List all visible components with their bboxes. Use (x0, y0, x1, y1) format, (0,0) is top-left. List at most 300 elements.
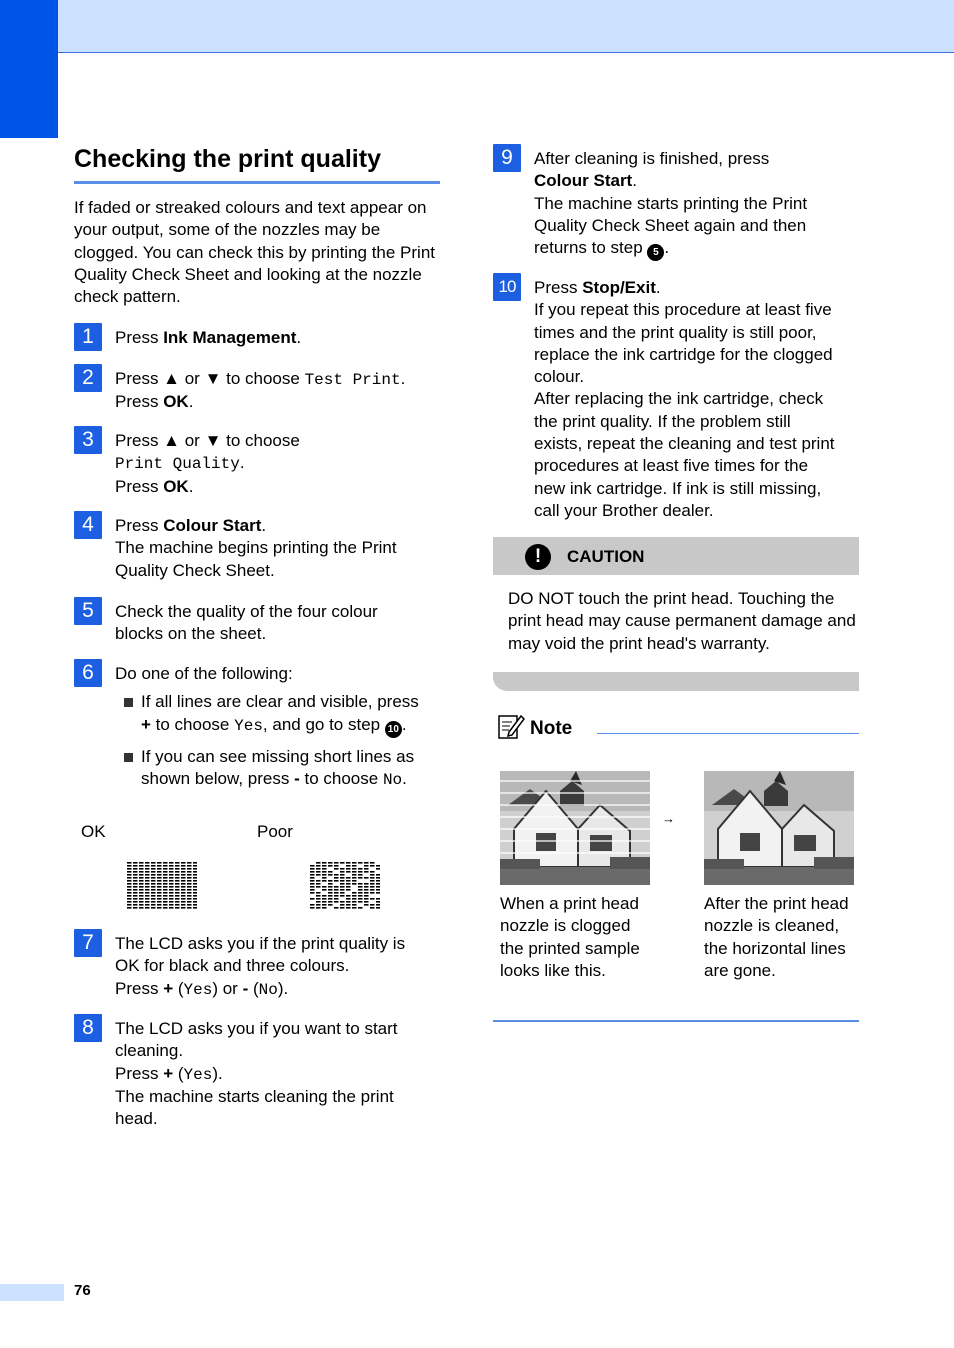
nozzle-line (340, 862, 345, 864)
option-yes (123, 691, 446, 737)
key-minus: - (242, 978, 249, 998)
step-text: exists, repeat the cleaning and test print (534, 434, 835, 454)
nozzle-line (187, 907, 192, 909)
nozzle-line (157, 868, 162, 870)
nozzle-line (163, 868, 168, 870)
nozzle-line (175, 862, 180, 864)
nozzle-line (133, 874, 138, 876)
nozzle-line (358, 886, 363, 888)
nozzle-line (328, 871, 333, 873)
nozzle-line (139, 898, 144, 900)
nozzle-line (139, 865, 144, 867)
nozzle-line (328, 862, 333, 864)
nozzle-line (322, 862, 327, 864)
nozzle-line (163, 874, 168, 876)
nozzle-line (163, 883, 168, 885)
nozzle-line (316, 886, 321, 888)
nozzle-line (133, 871, 138, 873)
nozzle-line (376, 880, 380, 882)
nozzle-line (322, 871, 327, 873)
nozzle-line (157, 883, 162, 885)
nozzle-line (139, 874, 144, 876)
nozzle-line (175, 865, 180, 867)
nozzle-line (169, 871, 174, 873)
page-number: 76 (74, 1282, 91, 1299)
nozzle-line (346, 883, 351, 885)
step-8 (74, 1014, 446, 1130)
nozzle-line (151, 865, 156, 867)
nozzle-line (193, 862, 197, 864)
nozzle-line (352, 892, 357, 894)
nozzle-line (352, 880, 357, 882)
nozzle-line (358, 898, 363, 900)
nozzle-line (328, 901, 333, 903)
step-6 (74, 659, 446, 799)
nozzle-line (346, 877, 351, 879)
punct: ( (173, 978, 184, 998)
nozzle-line (322, 886, 327, 888)
nozzle-line (328, 895, 333, 897)
nozzle-line (352, 877, 357, 879)
punct: ( (248, 978, 259, 998)
step-text: head. (115, 1109, 158, 1129)
nozzle-line (370, 886, 375, 888)
key-colour-start: Colour Start (534, 171, 633, 191)
nozzle-line (322, 895, 327, 897)
lcd-test-print: Test Print (304, 371, 401, 389)
nozzle-line (175, 904, 180, 906)
nozzle-line (169, 901, 174, 903)
nozzle-line (193, 889, 197, 891)
nozzle-line (358, 889, 363, 891)
lcd-no: No (258, 980, 278, 999)
nozzle-line (139, 871, 144, 873)
nozzle-line (163, 871, 168, 873)
nozzle-line (127, 883, 132, 885)
step-number-1: 1 (74, 323, 102, 351)
step-text: new ink cartridge. If ink is still missing, (534, 478, 822, 498)
nozzle-line (346, 862, 351, 864)
caution-footer (493, 672, 859, 691)
nozzle-line (133, 886, 138, 888)
nozzle-line (187, 886, 192, 888)
nozzle-line (370, 880, 375, 882)
key-ok: OK (163, 392, 189, 412)
nozzle-line (370, 904, 375, 906)
nozzle-line (169, 883, 174, 885)
nozzle-line (157, 886, 162, 888)
nozzle-line (181, 880, 186, 882)
nozzle-line (376, 898, 380, 900)
nozzle-line (127, 889, 132, 891)
step-number-7: 7 (74, 929, 102, 957)
caution-text: DO NOT touch the print head. Touching the print head may cause permanent damage and may void the print head's warranty. (508, 589, 856, 653)
caption-cleaned: After the print head nozzle is cleaned, the horizontal lines are gone. (704, 894, 849, 980)
step-number-6: 6 (74, 659, 102, 687)
nozzle-line (127, 892, 132, 894)
nozzle-line (364, 862, 369, 864)
nozzle-line (127, 877, 132, 879)
nozzle-line (340, 904, 345, 906)
nozzle-line (151, 868, 156, 870)
nozzle-line (376, 889, 380, 891)
nozzle-line (127, 868, 132, 870)
nozzle-line (334, 907, 339, 909)
nozzle-line (370, 892, 375, 894)
nozzle-line (151, 862, 156, 864)
nozzle-line (151, 889, 156, 891)
lcd-yes: Yes (183, 980, 213, 999)
nozzle-line (169, 874, 174, 876)
nozzle-line (181, 874, 186, 876)
nozzle-line (157, 874, 162, 876)
nozzle-line (139, 904, 144, 906)
nozzle-line (181, 904, 186, 906)
nozzle-line (322, 865, 327, 867)
nozzle-line (133, 865, 138, 867)
nozzle-line (181, 892, 186, 894)
nozzle-line (157, 895, 162, 897)
nozzle-line (163, 865, 168, 867)
nozzle-line (133, 898, 138, 900)
title-rule (74, 181, 440, 184)
note-pencil-icon (497, 712, 525, 740)
ok-nozzle-pattern (127, 862, 197, 912)
step-text: Press (115, 476, 164, 496)
nozzle-line (157, 880, 162, 882)
step-number-9: 9 (493, 144, 521, 172)
nozzle-line (127, 874, 132, 876)
nozzle-line (310, 904, 315, 906)
nozzle-line (364, 889, 369, 891)
step-text: Press ▲ or ▼ to choose (115, 369, 305, 388)
nozzle-line (187, 883, 192, 885)
nozzle-line (145, 898, 150, 900)
nozzle-line (364, 877, 369, 879)
nozzle-line (157, 898, 162, 900)
nozzle-line (181, 889, 186, 891)
nozzle-line (358, 883, 363, 885)
caution-header (493, 537, 859, 575)
nozzle-line (151, 898, 156, 900)
nozzle-line (352, 895, 357, 897)
punct: . (402, 768, 407, 788)
nozzle-line (169, 895, 174, 897)
nozzle-line (151, 895, 156, 897)
nozzle-line (181, 901, 186, 903)
key-ink-management: Ink Management (163, 328, 297, 347)
key-plus: + (163, 978, 174, 998)
nozzle-line (139, 907, 144, 909)
nozzle-line (187, 889, 192, 891)
step-10 (493, 273, 863, 522)
nozzle-line (157, 892, 162, 894)
nozzle-line (352, 862, 357, 864)
nozzle-line (328, 898, 333, 900)
nozzle-line (334, 892, 339, 894)
nozzle-line (139, 892, 144, 894)
intro-paragraph: If faded or streaked colours and text appear on your output, some of the nozzles may be clogged. You can check this by printing the Print Quality Check Sheet and looking at the nozzle check pattern. (74, 198, 436, 307)
punct: . (261, 516, 267, 535)
nozzle-line (370, 865, 375, 867)
nozzle-line (157, 865, 162, 867)
nozzle-line (334, 868, 339, 870)
nozzle-line (175, 889, 180, 891)
nozzle-line (316, 880, 321, 882)
nozzle-line (352, 901, 357, 903)
step-text: cleaning. (115, 1041, 184, 1061)
nozzle-line (127, 904, 132, 906)
nozzle-line (352, 898, 357, 900)
nozzle-line (175, 895, 180, 897)
step-text: times and the print quality is still poor, (534, 322, 817, 342)
nozzle-line (358, 895, 363, 897)
nozzle-line (127, 880, 132, 882)
nozzle-line (376, 868, 380, 870)
step-text: OK for black and three colours. (115, 956, 350, 976)
step-2 (74, 364, 446, 414)
nozzle-line (376, 877, 380, 879)
nozzle-line (376, 883, 380, 885)
nozzle-line (193, 892, 197, 894)
nozzle-line (163, 904, 168, 906)
nozzle-line (334, 862, 339, 864)
step-text: The LCD asks you if you want to start (115, 1019, 398, 1038)
nozzle-line (358, 871, 363, 873)
nozzle-line (352, 868, 357, 870)
step-text: If you repeat this procedure at least five (534, 300, 832, 320)
nozzle-line (139, 886, 144, 888)
nozzle-line (127, 901, 132, 903)
nozzle-line (175, 901, 180, 903)
nozzle-line (127, 907, 132, 909)
nozzle-line (181, 868, 186, 870)
nozzle-line (193, 904, 197, 906)
step-number-8: 8 (74, 1014, 102, 1042)
nozzle-line (163, 895, 168, 897)
nozzle-line (163, 886, 168, 888)
nozzle-line (310, 877, 315, 879)
nozzle-line (316, 907, 321, 909)
nozzle-line (364, 892, 369, 894)
step-text: Press (115, 328, 164, 347)
nozzle-line (334, 901, 339, 903)
nozzle-line (157, 901, 162, 903)
nozzle-line (181, 871, 186, 873)
step-number-10: 10 (493, 273, 521, 301)
header-band (0, 0, 954, 53)
nozzle-line (145, 862, 150, 864)
key-colour-start: Colour Start (163, 516, 262, 535)
poor-label: Poor (257, 822, 293, 841)
nozzle-line (139, 883, 144, 885)
bullet-square (124, 698, 133, 707)
nozzle-line (193, 880, 197, 882)
bullet-text: If you can see missing short lines as (141, 746, 415, 766)
nozzle-line (169, 907, 174, 909)
nozzle-line (346, 868, 351, 870)
nozzle-line (163, 889, 168, 891)
nozzle-line (127, 895, 132, 897)
step-text: colour. (534, 367, 585, 387)
nozzle-line (316, 892, 321, 894)
nozzle-line (346, 901, 351, 903)
nozzle-line (316, 865, 321, 867)
nozzle-line (352, 865, 357, 867)
nozzle-line (370, 862, 375, 864)
nozzle-line (346, 871, 351, 873)
nozzle-line (193, 883, 197, 885)
note-label: Note (530, 718, 573, 739)
nozzle-line (133, 883, 138, 885)
nozzle-line (322, 874, 327, 876)
nozzle-line (334, 865, 339, 867)
lcd-print-quality: Print Quality (115, 455, 240, 474)
nozzle-line (346, 895, 351, 897)
nozzle-line (193, 871, 197, 873)
key-ok: OK (163, 476, 189, 496)
nozzle-line (346, 904, 351, 906)
nozzle-line (340, 901, 345, 903)
step-text: ) or (212, 978, 243, 998)
step-number-4: 4 (74, 511, 102, 539)
nozzle-line (340, 892, 345, 894)
step-text: After replacing the ink cartridge, check (534, 389, 824, 409)
nozzle-line (139, 868, 144, 870)
nozzle-line (310, 898, 315, 900)
caution-label: CAUTION (567, 547, 645, 566)
nozzle-line (181, 895, 186, 897)
step-text: procedures at least five times for the (534, 456, 809, 476)
bullet-text: , and go to step (262, 714, 385, 734)
nozzle-line (328, 880, 333, 882)
nozzle-line (370, 871, 375, 873)
nozzle-line (133, 892, 138, 894)
nozzle-line (358, 868, 363, 870)
step-number-2: 2 (74, 364, 102, 392)
nozzle-line (193, 907, 197, 909)
nozzle-line (175, 886, 180, 888)
nozzle-line (175, 898, 180, 900)
nozzle-line (340, 883, 345, 885)
nozzle-line (364, 895, 369, 897)
step-number-3: 3 (74, 426, 102, 454)
nozzle-line (358, 877, 363, 879)
caption-clogged: When a print head nozzle is clogged the printed sample looks like this. (500, 894, 640, 980)
lcd-no: No (382, 770, 403, 789)
step-text: Press (115, 978, 164, 998)
nozzle-line (187, 865, 192, 867)
nozzle-line (187, 874, 192, 876)
nozzle-line (133, 862, 138, 864)
nozzle-line (187, 868, 192, 870)
nozzle-line (151, 880, 156, 882)
nozzle-line (370, 889, 375, 891)
nozzle-line (157, 871, 162, 873)
nozzle-line (310, 865, 315, 867)
nozzle-line (316, 862, 321, 864)
nozzle-line (139, 877, 144, 879)
nozzle-line (322, 904, 327, 906)
nozzle-line (133, 907, 138, 909)
nozzle-line (370, 877, 375, 879)
nozzle-line (127, 898, 132, 900)
step-text: Press (115, 1063, 164, 1083)
bullet-text: to choose (299, 768, 383, 788)
nozzle-line (175, 877, 180, 879)
bullet-text: If all lines are clear and visible, press (141, 692, 419, 712)
step-4 (74, 511, 446, 582)
nozzle-line (340, 889, 345, 891)
key-plus: + (163, 1063, 174, 1083)
nozzle-line (163, 880, 168, 882)
nozzle-line (334, 874, 339, 876)
house-photo-clogged (500, 771, 650, 885)
nozzle-line (193, 868, 197, 870)
punct: ). (212, 1063, 223, 1083)
nozzle-line (376, 886, 380, 888)
nozzle-line (169, 877, 174, 879)
punct: . (664, 238, 670, 258)
nozzle-line (334, 895, 339, 897)
step-ref-10: 10 (385, 721, 402, 738)
nozzle-line (352, 907, 357, 909)
step-text: Press (115, 392, 164, 412)
option-list (123, 691, 446, 791)
nozzle-line (163, 892, 168, 894)
nozzle-line (328, 904, 333, 906)
bullet-text: shown below, press (141, 768, 295, 788)
step-text: the print quality. If the problem still (534, 411, 791, 431)
nozzle-line (151, 892, 156, 894)
nozzle-line (151, 877, 156, 879)
step-text: The machine starts cleaning the print (115, 1086, 394, 1106)
nozzle-line (133, 877, 138, 879)
note-bottom-rule (493, 1020, 859, 1022)
nozzle-line (376, 865, 380, 867)
nozzle-line (133, 904, 138, 906)
step-text: Press (534, 278, 583, 297)
nozzle-line (310, 874, 315, 876)
nozzle-line (346, 889, 351, 891)
nozzle-line (181, 898, 186, 900)
step-text: returns to step (534, 238, 648, 258)
step-text: After cleaning is finished, press (534, 149, 770, 168)
step-text: The LCD asks you if the print quality is (115, 934, 406, 953)
nozzle-line (175, 868, 180, 870)
nozzle-line (334, 898, 339, 900)
arrow-icon: → (662, 811, 675, 826)
nozzle-line (352, 883, 357, 885)
nozzle-line (151, 883, 156, 885)
nozzle-line (316, 883, 321, 885)
nozzle-line (163, 877, 168, 879)
nozzle-line (328, 889, 333, 891)
nozzle-line (352, 874, 357, 876)
nozzle-line (151, 886, 156, 888)
nozzle-line (370, 874, 375, 876)
nozzle-line (358, 892, 363, 894)
bullet-text: to choose (150, 714, 235, 734)
house-photo-cleaned (704, 771, 854, 885)
nozzle-line (145, 874, 150, 876)
nozzle-line (157, 904, 162, 906)
nozzle-line (163, 907, 168, 909)
nozzle-line (133, 868, 138, 870)
nozzle-line (127, 862, 132, 864)
nozzle-line (133, 901, 138, 903)
punct: . (188, 392, 194, 412)
